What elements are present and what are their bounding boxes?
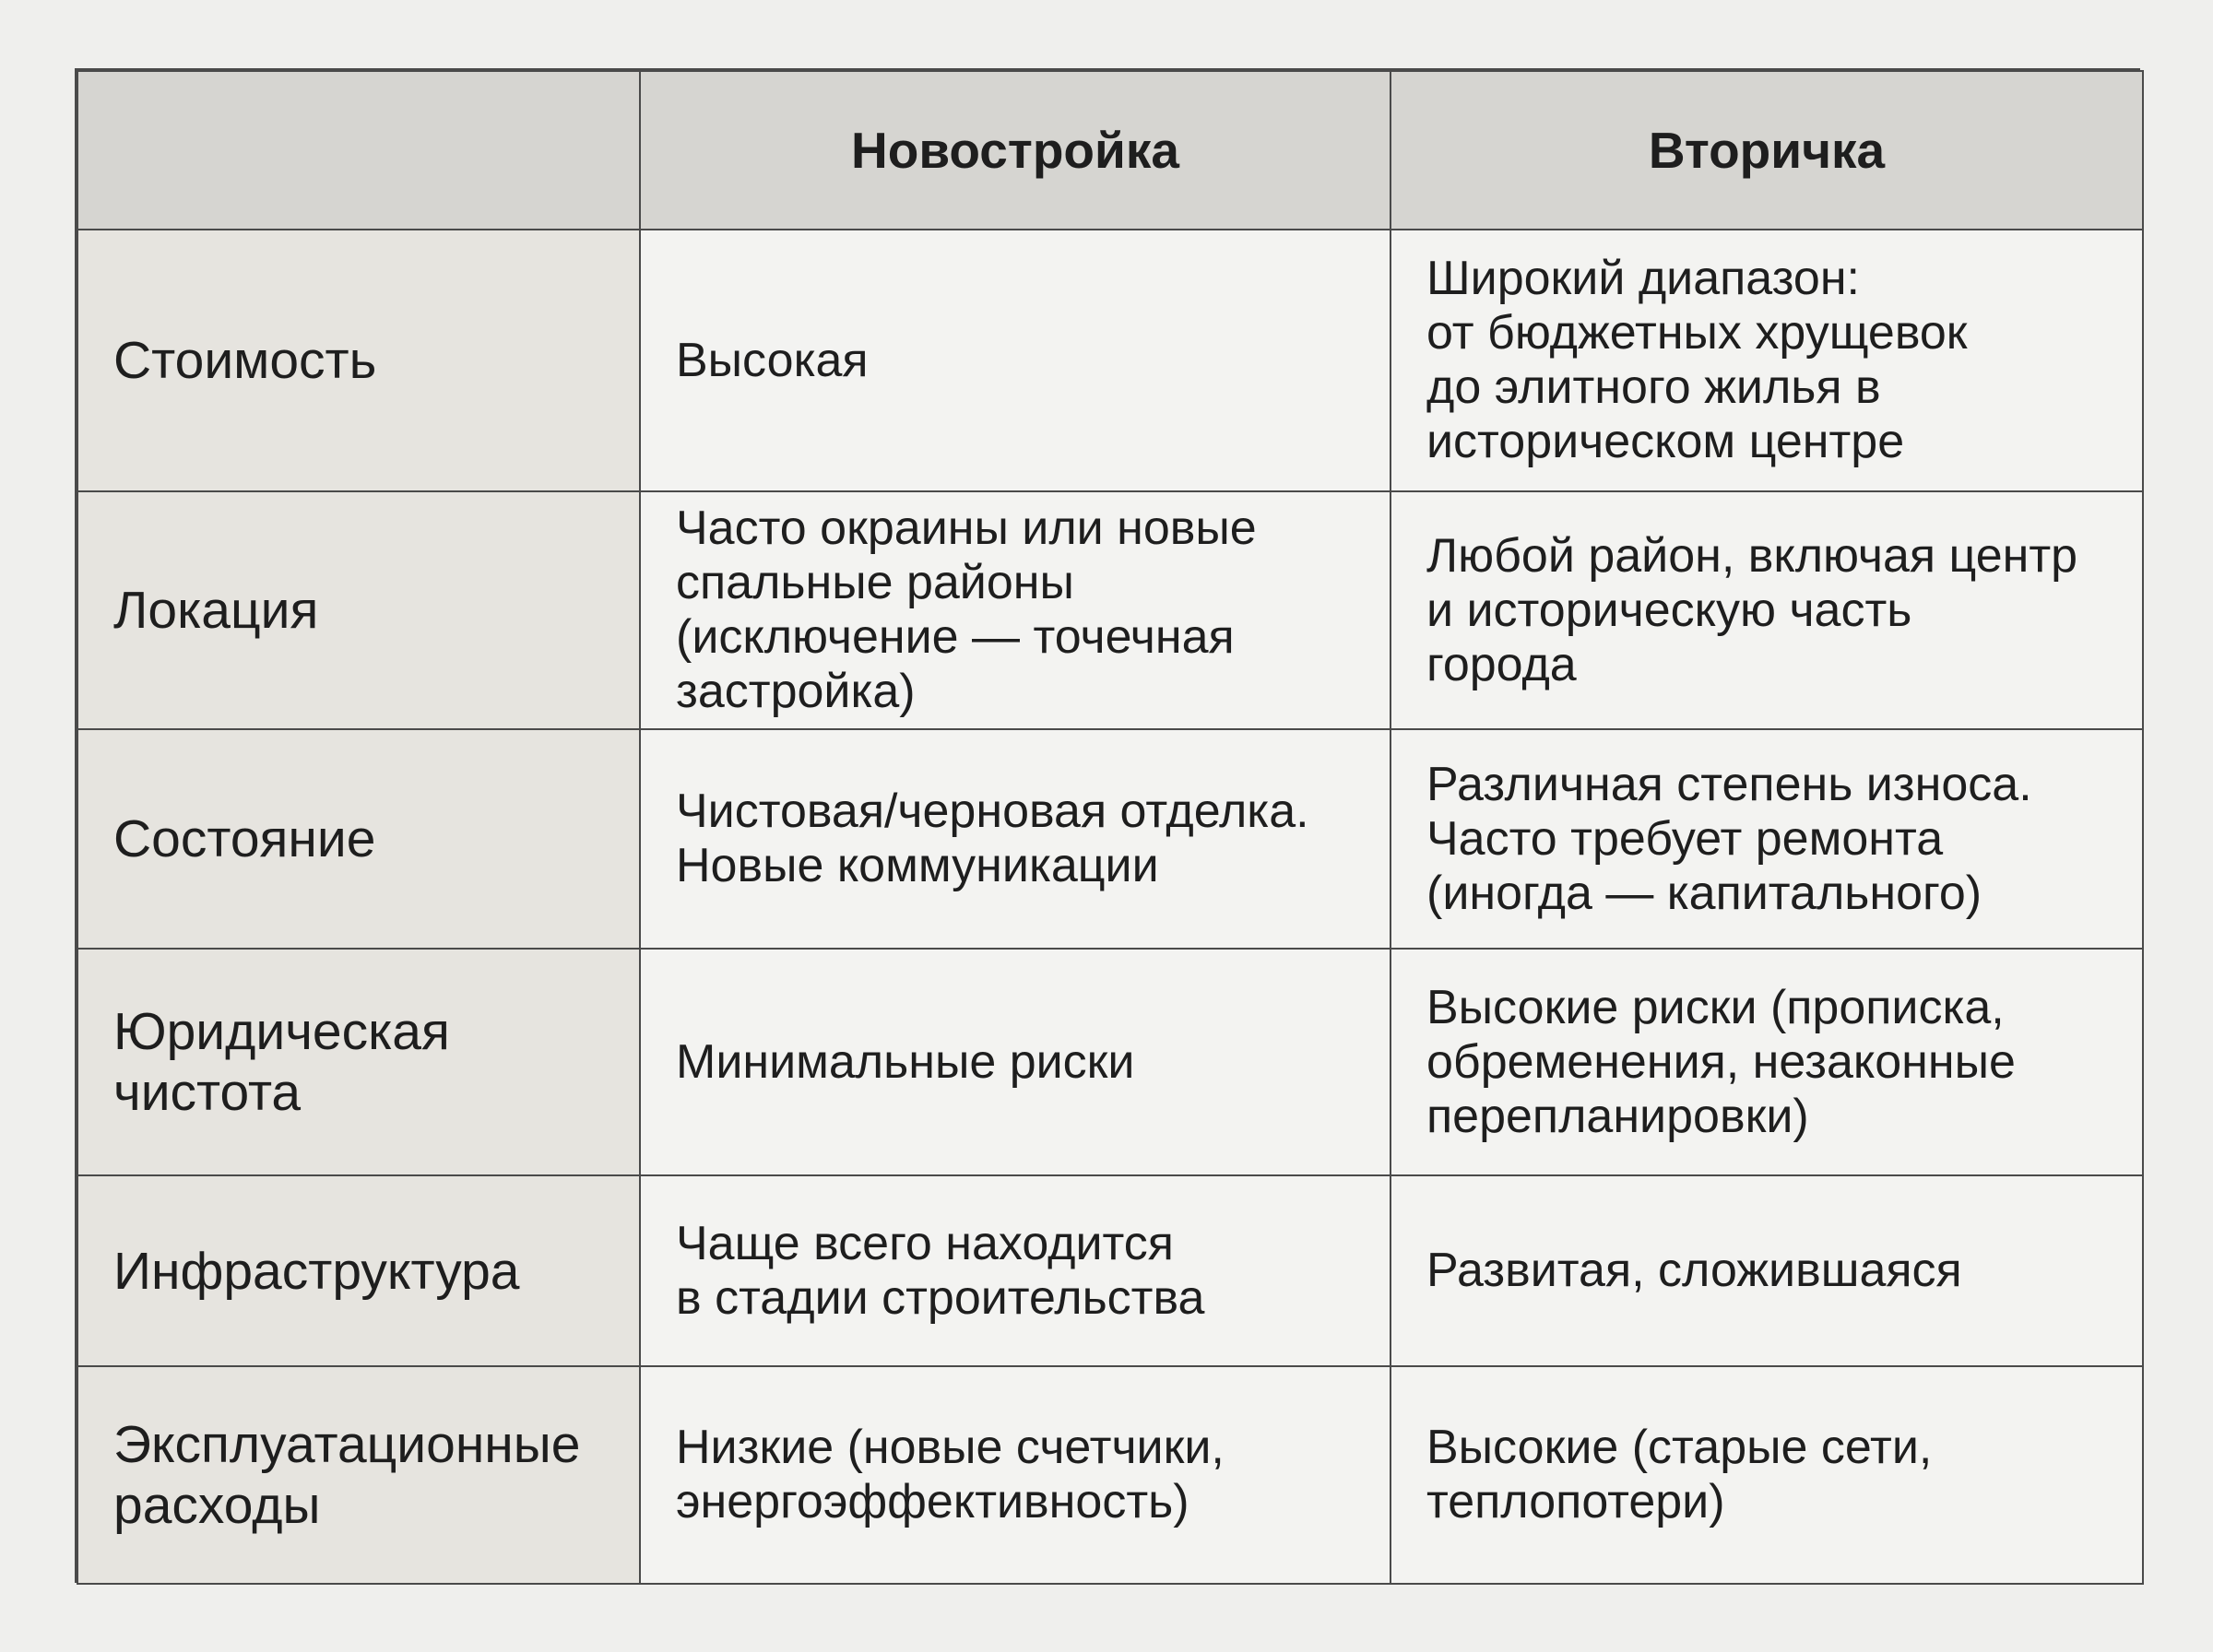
table-row	[77, 729, 2143, 949]
cell-new-cost: Высокая	[640, 230, 1391, 491]
row-label-legal: Юридическая чистота	[77, 949, 640, 1175]
row-label-location: Локация	[77, 491, 640, 729]
comparison-table	[77, 70, 2144, 1585]
cell-secondary-location: Любой район, включая центр и историческую часть города	[1391, 491, 2143, 729]
cell-new-condition: Чистовая/черновая отделка. Новые коммуникации	[640, 729, 1391, 949]
header-secondary: Вторичка	[1391, 71, 2143, 230]
cell-new-operating-costs: Низкие (новые счетчики, энергоэффективность)	[640, 1366, 1391, 1584]
comparison-table-wrapper	[75, 68, 2140, 1583]
cell-secondary-infrastructure: Развитая, сложившаяся	[1391, 1175, 2143, 1366]
row-label-condition: Состояние	[77, 729, 640, 949]
row-label-cost: Стоимость	[77, 230, 640, 491]
table-row	[77, 1366, 2143, 1584]
cell-new-infrastructure: Чаще всего находится в стадии строительства	[640, 1175, 1391, 1366]
cell-new-location: Часто окраины или новые спальные районы (исключение — точечная застройка)	[640, 491, 1391, 729]
table-header	[77, 71, 2143, 230]
header-new-build: Новостройка	[640, 71, 1391, 230]
cell-secondary-condition: Различная степень износа. Часто требует ремонта (иногда — капитального)	[1391, 729, 2143, 949]
cell-new-legal: Минимальные риски	[640, 949, 1391, 1175]
header-row	[77, 71, 2143, 230]
cell-secondary-cost: Широкий диапазон: от бюджетных хрущевок до элитного жилья в историческом центре	[1391, 230, 2143, 491]
table-row	[77, 1175, 2143, 1366]
row-label-infrastructure: Инфраструктура	[77, 1175, 640, 1366]
row-label-operating-costs: Эксплуатационные расходы	[77, 1366, 640, 1584]
table-body	[77, 230, 2143, 1584]
header-corner-cell	[77, 71, 640, 230]
table-row	[77, 491, 2143, 729]
table-row	[77, 230, 2143, 491]
cell-secondary-operating-costs: Высокие (старые сети, теплопотери)	[1391, 1366, 2143, 1584]
cell-secondary-legal: Высокие риски (прописка, обременения, незаконные перепланировки)	[1391, 949, 2143, 1175]
table-row	[77, 949, 2143, 1175]
